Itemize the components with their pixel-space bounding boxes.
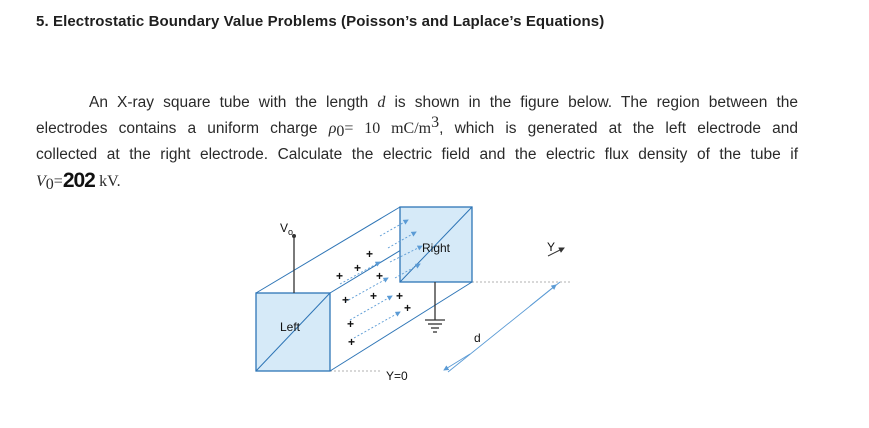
flow-arrow-4: [354, 312, 400, 338]
charge-plus: +: [376, 269, 384, 283]
voltage-unit: kV.: [99, 173, 121, 190]
charge-plus: +: [342, 293, 350, 307]
length-variable: d: [377, 94, 386, 111]
charge-plus: +: [404, 301, 412, 315]
charge-density-symbol: ρ: [328, 120, 337, 137]
charge-plus: +: [347, 317, 355, 331]
problem-heading: 5. Electrostatic Boundary Value Problems (Poisson’s and Laplace’s Equations): [36, 13, 605, 30]
problem-text-1b: is shown in the figure below. The region between the: [394, 94, 799, 111]
charge-plus: +: [336, 269, 344, 283]
problem-line-1: [36, 90, 798, 116]
problem-text-1a: An X-ray square tube with the length: [89, 94, 369, 111]
v0-label: $V_o$: [280, 221, 294, 237]
problem-text-2a: electrodes contains a uniform charge: [36, 120, 318, 137]
charge-plus: +: [370, 289, 378, 303]
xray-tube-figure: [230, 200, 590, 390]
problem-line-4: [36, 168, 798, 195]
charge-density-value: = 10 mC/m: [344, 120, 432, 137]
charge-plus: +: [354, 261, 362, 275]
problem-text-2b: , which is generated at the left electrode and: [439, 120, 799, 137]
right-label: Right: [422, 241, 451, 255]
d-label: d: [474, 331, 481, 345]
problem-line-3: collected at the right electrode. Calculate the electric field and the electric flux density of the tube if: [36, 146, 798, 163]
charge-plus: +: [366, 247, 374, 261]
voltage-subscript: 0: [45, 176, 54, 193]
y-axis-label: Y: [547, 240, 556, 254]
charge-plus: +: [348, 335, 356, 349]
problem-line-2: [36, 116, 798, 142]
charge-plus: +: [396, 289, 404, 303]
problem-statement: [36, 90, 798, 195]
d-arrow-bottom: [444, 354, 470, 370]
d-arrow-top: [530, 285, 556, 306]
y0-label: Y=0: [386, 369, 408, 383]
voltage-equals: =: [53, 173, 63, 190]
charge-density-exponent: 3: [431, 114, 440, 131]
voltage-value: 202: [62, 169, 95, 192]
voltage-symbol: V: [36, 173, 46, 190]
left-label: Left: [280, 320, 301, 334]
charge-density-subscript: 0: [336, 123, 345, 140]
